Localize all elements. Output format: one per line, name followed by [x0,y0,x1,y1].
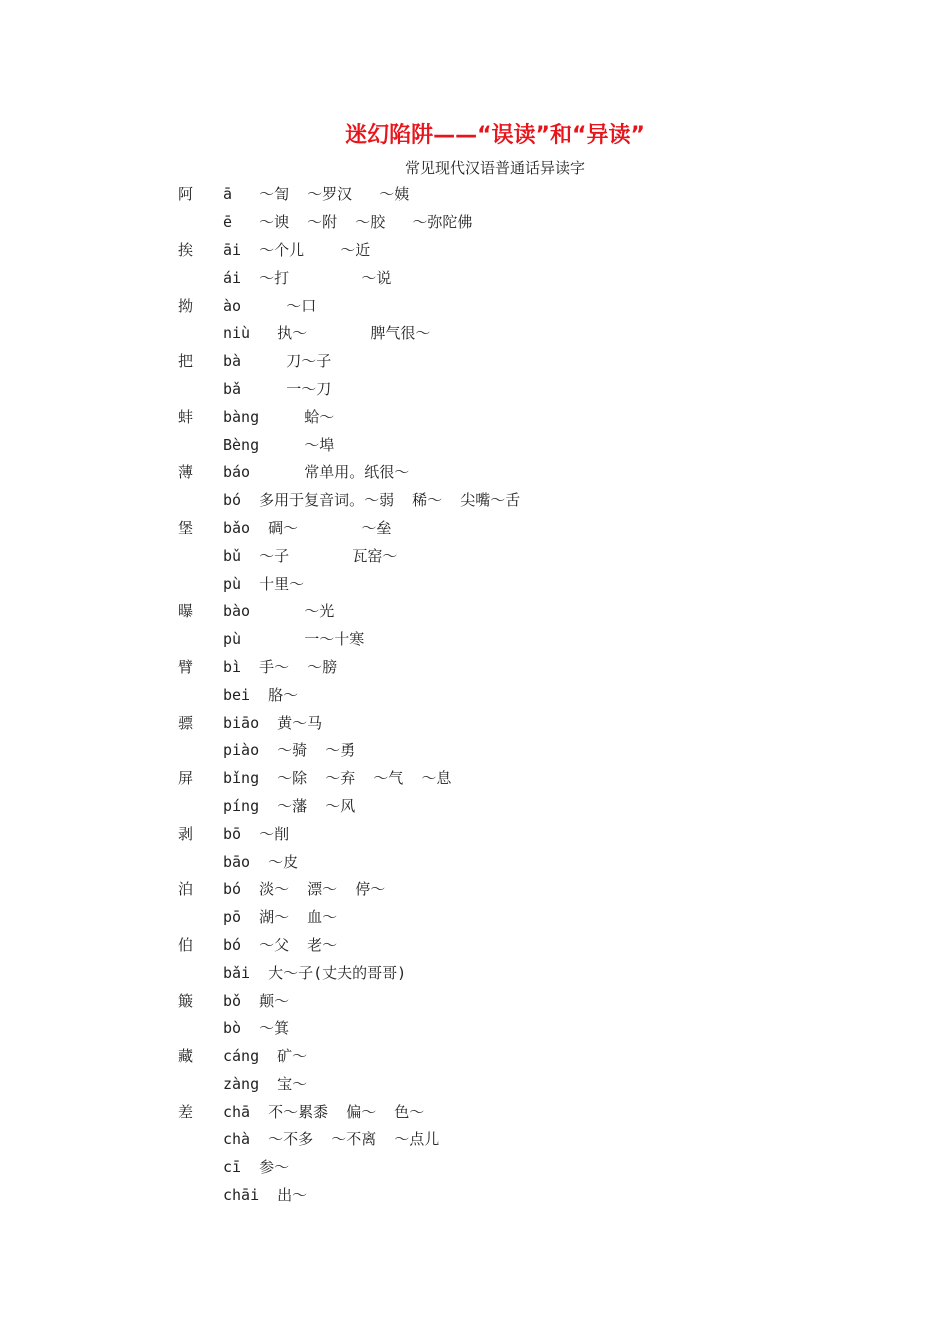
list-item [178,430,778,458]
reading-entry: chà ～不多 ～不离 ～点儿 [223,1130,440,1149]
list-item [178,569,778,597]
list-item [178,236,778,264]
list-item [178,486,778,514]
reading-list [178,180,778,1208]
reading-entry: zàng 宝～ [223,1074,308,1093]
reading-entry: bō ～削 [223,824,290,843]
reading-entry: bó ～父 老～ [223,935,338,954]
headword: 挨 [178,240,194,259]
headword: 拗 [178,296,194,315]
reading-entry: bǎi 大～子(丈夫的哥哥) [223,963,407,982]
reading-entry: bāo ～皮 [223,852,299,871]
headword: 簸 [178,991,194,1010]
list-item [178,708,778,736]
reading-entry: bà 刀～子 [223,352,332,371]
reading-entry: píng ～藩 ～风 [223,796,356,815]
reading-entry: pù 十里～ [223,574,305,593]
headword: 剥 [178,824,194,843]
list-item [178,1070,778,1098]
reading-entry: cáng 矿～ [223,1047,308,1066]
reading-entry: chāi 出～ [223,1186,308,1205]
reading-entry: biāo 黄～马 [223,713,323,732]
list-item [178,680,778,708]
reading-entry: chā 不～累黍 偏～ 色～ [223,1102,425,1121]
list-item [178,1181,778,1209]
list-item [178,986,778,1014]
list-item [178,514,778,542]
reading-entry: bào ～光 [223,602,335,621]
page-title: 迷幻陷阱——“误读”和“异读” [345,123,645,148]
list-item [178,764,778,792]
list-item [178,736,778,764]
list-item [178,875,778,903]
list-item [178,819,778,847]
headword: 把 [178,352,194,371]
reading-entry: bò ～箕 [223,1019,290,1038]
headword: 薄 [178,463,194,482]
reading-entry: pō 湖～ 血～ [223,908,338,927]
reading-entry: bǔ ～子 瓦窑～ [223,546,398,565]
list-item [178,931,778,959]
reading-entry: āi ～个儿 ～近 [223,240,371,259]
headword: 伯 [178,935,194,954]
reading-entry: bó 多用于复音词。～弱 稀～ 尖嘴～舌 [223,491,521,510]
headword: 堡 [178,518,194,537]
list-item [178,319,778,347]
headword: 藏 [178,1047,194,1066]
reading-entry: bì 手～ ～膀 [223,657,338,676]
headword: 蚌 [178,407,194,426]
headword: 骠 [178,713,194,732]
reading-entry: pù 一～十寒 [223,630,365,649]
reading-entry: piào ～骑 ～勇 [223,741,356,760]
list-item [178,903,778,931]
list-item [178,347,778,375]
reading-entry: báo 常单用。纸很～ [223,463,410,482]
reading-entry: bǎ 一～刀 [223,379,332,398]
reading-entry: bàng 蛤～ [223,407,335,426]
headword: 曝 [178,602,194,621]
list-item [178,1014,778,1042]
list-item [178,1097,778,1125]
list-item [178,625,778,653]
reading-entry: bǎo 碉～ ～垒 [223,518,392,537]
reading-entry: bǒ 颠～ [223,991,290,1010]
list-item [178,792,778,820]
headword: 阿 [178,185,194,204]
reading-entry: niù 执～ 脾气很～ [223,324,431,343]
reading-entry: bǐng ～除 ～弃 ～气 ～息 [223,769,452,788]
list-item [178,847,778,875]
list-item [178,1125,778,1153]
reading-entry: ào ～口 [223,296,317,315]
list-item [178,180,778,208]
list-item [178,653,778,681]
list-item [178,208,778,236]
list-item [178,291,778,319]
reading-entry: ē ～谀 ～附 ～胶 ～弥陀佛 [223,213,473,232]
reading-entry: cī 参～ [223,1158,290,1177]
reading-entry: bó 淡～ 漂～ 停～ [223,880,386,899]
list-item [178,402,778,430]
list-item [178,541,778,569]
list-item [178,375,778,403]
list-item [178,263,778,291]
list-item [178,958,778,986]
list-item [178,458,778,486]
reading-entry: ā ～訇 ～罗汉 ～姨 [223,185,410,204]
list-item [178,1153,778,1181]
list-item [178,597,778,625]
headword: 臂 [178,657,194,676]
headword: 差 [178,1102,194,1121]
headword: 屏 [178,769,194,788]
reading-entry: Bèng ～埠 [223,435,335,454]
list-item [178,1042,778,1070]
reading-entry: ái ～打 ～说 [223,268,392,287]
page-subtitle: 常见现代汉语普通话异读字 [404,159,585,177]
reading-entry: bei 胳～ [223,685,299,704]
headword: 泊 [178,880,194,899]
